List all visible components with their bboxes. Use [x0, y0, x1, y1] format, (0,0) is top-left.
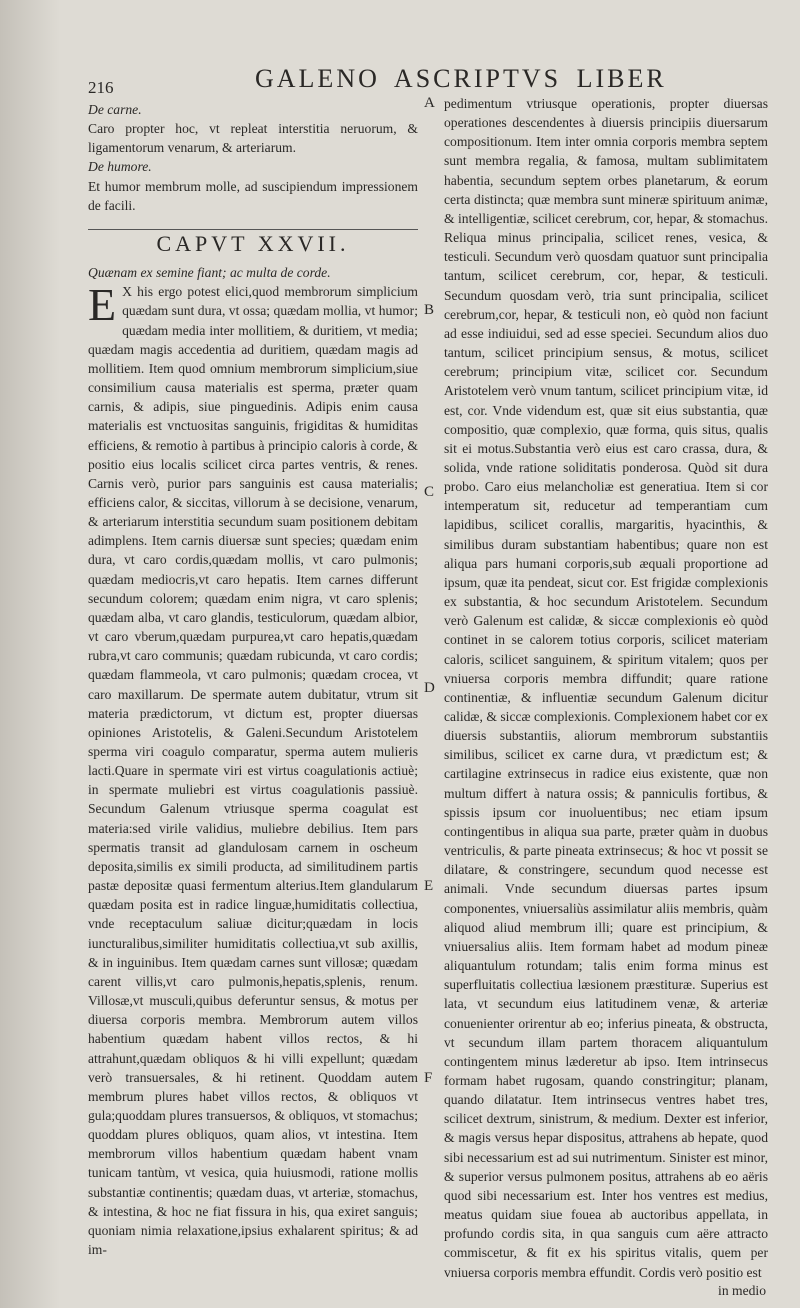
margin-letter-d: D: [424, 680, 435, 696]
drop-cap: E: [88, 279, 117, 331]
left-column: [88, 100, 418, 1259]
margin-letter-f: F: [424, 1070, 433, 1086]
chapter-title: CAPVT XXVII.: [156, 230, 350, 256]
chapter-rule: [88, 229, 418, 230]
margin-letter-a: A: [424, 95, 435, 111]
paragraph-carne: Caro propter hoc, vt repleat interstitia neruorum, & ligamentorum venarum, & arteriarum.: [88, 121, 418, 156]
chapter-subtitle: Quænam ex semine fiant; ac multa de corde.: [88, 265, 331, 281]
right-body-text: pedimentum vtriusque operationis, propter diuersas operationes descendentes à diuersis principiis diuersarum compositionum. Item inter omnia corporis membra septem sunt membra regalia, & famosa, multam sublimitatem habentia, secundum septem orbes planetarum, & eorum certa distincta; quæ membra sunt mineræ spirituum animæ, & intelligentiæ, scilicet cerebrum, cor, hepar, & stomachus. Reliqua minus principalia, scilicet renes, vesica, & testiculi. Secundum verò quosdam quatuor sunt principalia tantum, scilicet cerebrum, cor, hepar, & testiculi. Secundum quosdam verò, tria sunt principalia, scilicet cerebrum,cor, hepar, & testiculi non, eò quòd non faciunt ad esse indiuidui, sed ad esse speciei. Secundum alios duo tantum, scilicet principium sensus, & motus, scilicet cerebrum; principium vitæ, scilicet cor. Secundum Aristotelem verò vnum tantum, scilicet principium vitæ, id est, cor. Vnde videndum est, quæ sit eius substantia, quæ compositio, quæ complexio, quæ forma, quis situs, qualis sit ei motus.Substantia verò eius est caro crassa, dura, & solida, vnde ratione soliditatis ponderosa. Quòd sit dura probo. Caro eius melancholiæ est generatiua. Item si cor intemperatum sit, reducetur ad temperantiam cum lapidibus, scilicet corallis, margaritis, hyacinthis, & similibus duram substantiam habentibus; quare non est aliqua pars humani corporis,sub æquali proportione ad ipsum, quæ ita pendeat, sicut cor. Est frigidæ complexionis ex substantia, & hoc secundum Aristotelem. Secundum verò Galenum est calidæ, & siccæ complexionis eò quòd continet in se calorem totius corporis, scilicet materiam caloris, scilicet sanguinem, & spiritum vitalem; quos per vniuersa corporis membra diffundit; quare ratione continentiæ, & influentiæ secundum Galenum dicitur calidæ, & siccæ complexionis. Complexionem habet cor ex diuersis substantiis, aliorum membrorum substantiis similibus, scilicet ex carne dura, vt prædictum est; & cartilagine extrinsecus in radice eius existente, quæ non multum differt à natura ossis; & panniculis fortibus, & spissis ipsum cor inuoluentibus; nec etiam ipsum contingentibus in aliqua sua parte, præter quàm in duobus ventriculis, & parte pineata extrinsecus; & hoc vt possit se dilatare, & constringere, secundum quod necesse est animali. Vnde secundum diuersas partes ipsum componentes, vniuersaliùs assimilatur aliis membris, quàm aliquod aliud membrum illi; quare est principium, & vniuersalius aliis. Item formam habet ad modum pineæ aliquantulum rotundam; talis enim forma minus est superfluitatis collectiua læsionem præstituræ. Superius est lata, vt secundum eius latitudinem venæ, & arteriæ conuenienter orirentur ab eo; inferius pineata, & obstructa, vt secundum illam partem thoracem aliquantulum contingentem minus læderetur ab ipso. Item intrinsecus formam habet rugosam, quando constringitur; planam, quando dilatatur. Item intrinsecus ventres habet tres, scilicet dextrum, sinistrum, & medium. Dexter est inferior, & magis versus hepar dispositus, attrahens ab hepate, quod sibi necessarium est ad sui nutrimentum. Sinister est minor, & superior versus pulmonem positus, attrahens ab eo aëris quod sibi necessarium est. Inter hos ventres est medius, meatus quidam siue fouea ab auctoribus appellata, in profundo cordis sita, in qua sanguis cum aëre attracto commiscetur, & fit ex his spiritus vitalis, quem per vniuersa corporis membra effundit. Cordis verò positio est: [444, 96, 768, 1280]
paragraph-humore: Et humor membrum molle, ad suscipiendum impressionem de facili.: [88, 178, 418, 213]
subheading-de-humore: De humore.: [88, 159, 152, 175]
page-number: 216: [88, 78, 114, 97]
catchword: in medio: [718, 1283, 766, 1298]
subheading-de-carne: De carne.: [88, 102, 142, 117]
margin-letter-c: C: [424, 484, 435, 500]
right-column: [444, 94, 768, 1282]
margin-letter-e: E: [424, 878, 434, 894]
left-body-content: X his ergo potest elici,quod membrorum simplicium quædam sunt dura, vt ossa; quædam mollia, vt humor; quædam media inter mollitiem, & duritiem, vt media; quædam magis accedentia ad duritiem, quædam magis ad mollitiem. Item quod omnium membrorum simplicium,siue consimilium causa materialis est sperma, præter quam carnis, & adipis, siue pinguedinis. Adipis enim causa materialis est vnctuositas sanguinis, frigiditas & humiditas efficiens, & remotio à partibus à principio caloris à corde, & positio eius localis scilicet circa partes ventris, & renes. Carnis verò, purior pars sanguinis est causa materialis; efficiens calor, & siccitas, villorum à se decisione, venarum, & arteriarum interstitia secundum suam positionem debitam adimplens. Item carnis diuersæ sunt species; quædam enim dura, vt caro cordis,quædam mollis, vt caro pulmonis; quædam mediocris,vt caro hepatis. Item carnes differunt secundum colorem; quædam enim nigra, vt caro splenis; quædam alba, vt caro glandis, testiculorum, quædam albior, vt caro vberum,quædam purpurea,vt caro hepatis,quædam rubra,vt caro communis; quædam rubicunda, vt caro cordis; quædam flammeola, vt caro pulmonis; quædam crocea, vt caro maxillarum. De spermate autem dubitatur, vtrum sit materia prædictorum, vt dictum est, propter diuersas opiniones Aristotelis, & Galeni.Secundum Aristotelem sperma viri coagulo comparatur, sperma autem mulieris lacti.Quare in spermate viri est virtus coagulationis actiuè; in spermate muliebri est virtus coagulationis passiuè. Secundum Galenum vtriusque sperma coagulat est materia:sed virile validius, muliebre debilius. Item pars spermatis transit ad glandulosam carnem in oscheum deposita,similis ex simili producta, ad similitudinem partis pastæ depositæ quasi fermentum alterius.Item glandularum quædam posita est in radice linguæ,humiditatis collectiua, vnde receptaculum saliuæ dicitur;quædam in locis iuncturalibus,similiter humiditatis collectiua,vt sub axillis, & in inguinibus. Item quædam carnes sunt villosæ; quædam carent villis,vt caro pulmonis,hepatis,splenis, renum. Villosæ,vt musculi,quibus deferuntur sensus, & motus per diuersa corporis membra. Membrorum autem villos habentium quædam habent villos rectos, & hi attrahunt,quædam obliquos & hi villi expellunt; quædam verò transuersales, & hi retinent. Quoddam autem membrum plures habet villos rectos, & obliquos vt gula;quoddam plures transuersos, & obliquos, vt stomachus; quoddam plures obliquos, quam alios, vt intestina. Item membrorum villos habentium quædam habent vnam tunicam tantùm, vt vesica, quia huiusmodi, ratione mollis substantiæ continentis; quædam duas, vt arteriæ, stomachus, & intestina, & hoc ne fiat fissura in his, qua exiret sanguis; quoniam nimia relaxatione,ipsius exhalarent spiritus; & ad im-: [88, 284, 418, 1258]
margin-letter-b: B: [424, 302, 435, 318]
left-body-text: [88, 279, 418, 1259]
running-title: GALENO ASCRIPTVS LIBER: [255, 64, 667, 93]
